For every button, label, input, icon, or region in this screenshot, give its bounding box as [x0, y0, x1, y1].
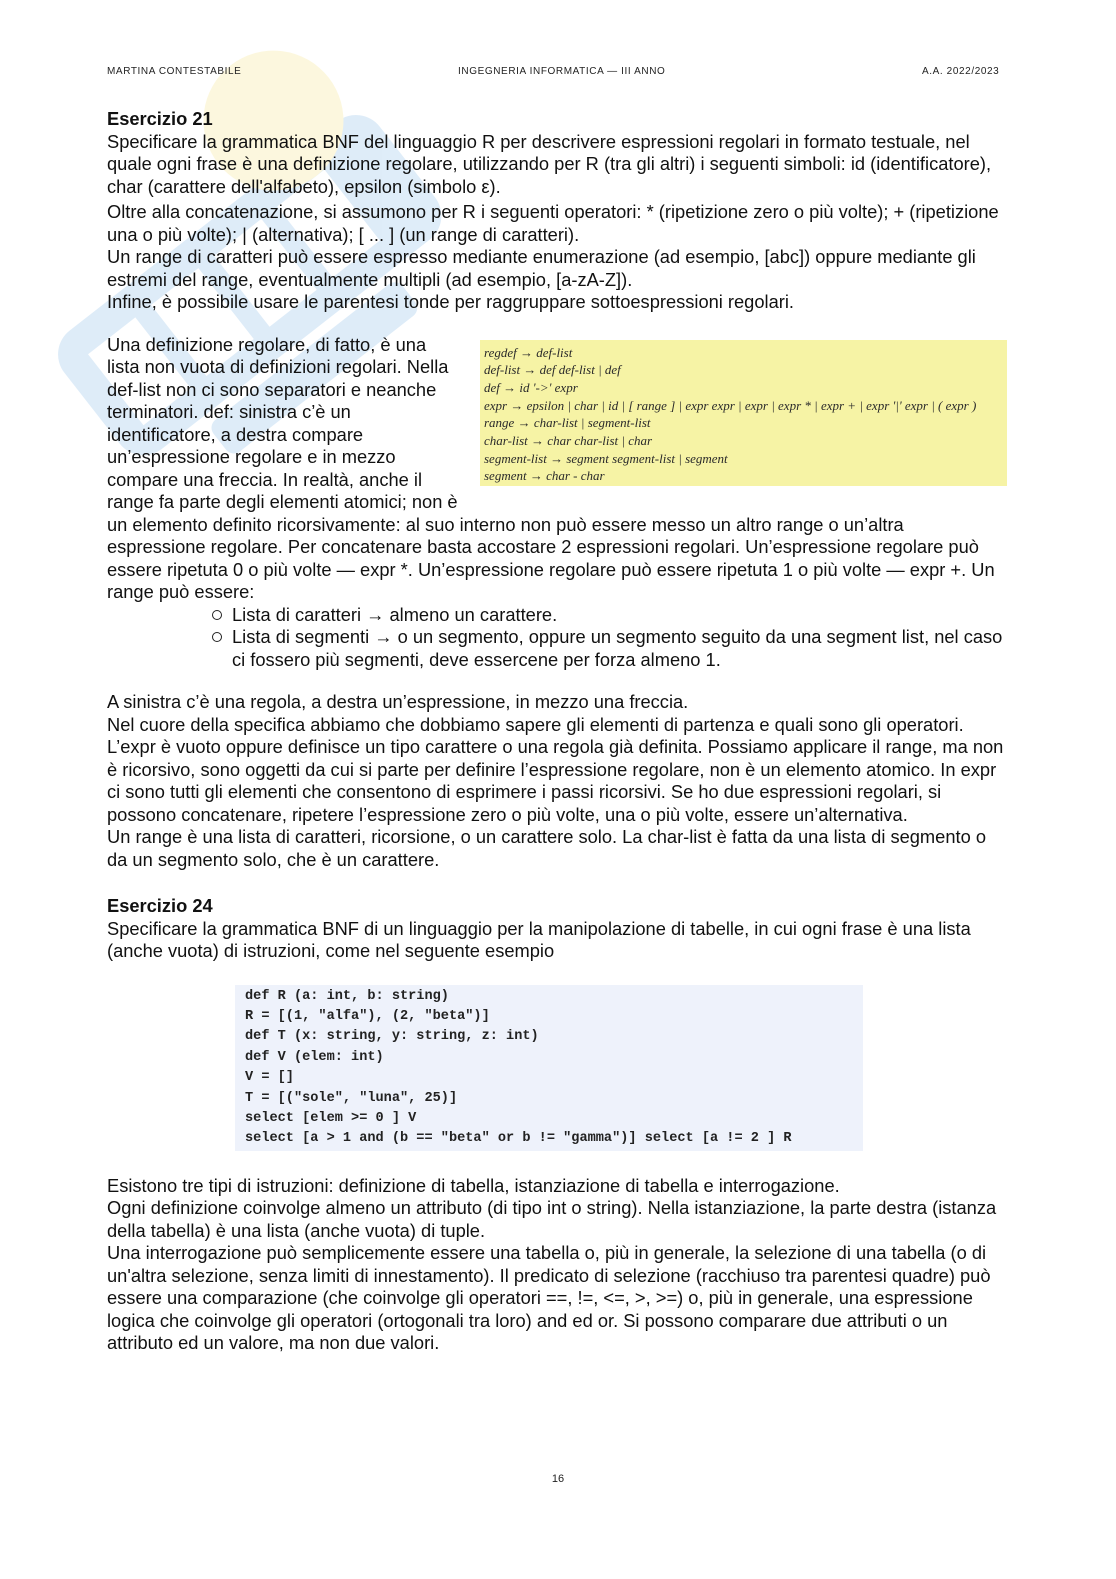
exercise-21-paragraph: Infine, è possibile usare le parentesi tonde per raggruppare sottoespressioni regolari. [107, 291, 794, 312]
grammar-rule: expr → epsilon | char | id | [ range ] | expr expr | expr | expr * | expr + | expr '|' expr | ( expr ) [484, 397, 977, 413]
page-number: 16 [551, 1473, 565, 1485]
grammar-rule: segment → char - char [484, 468, 605, 484]
exercise-24-paragraph: Ogni definizione coinvolge almeno un attributo (di tipo int o string). Nella istanziazione, la parte destra (istanza della tabella) è una lista (anche vuota) di tuple. [107, 1197, 997, 1241]
exercise-21-paragraph: Oltre alla concatenazione, si assumono per R i seguenti operatori: * (ripetizione zero o più volte); + (ripetizione una o più volte); | (alternativa); [ ... ] (un range di caratteri). [107, 201, 999, 245]
explanation-text: Una definizione regolare, di fatto, è una lista non vuota di definizioni regolari. Nella def-list non ci sono separatori e neanche terminatori. def: sinistra c’è un identificatore, a destra compare un’espressione regolare e in mezzo compare una freccia. In realtà, anche il range fa parte degli elementi atomici; non è un elemento definito ricorsivamente: al suo interno non può essere messo un altro range o un’altra espressione regolare. Per concatenare basta accostare 2 espressioni regolari. Un’espressione regolare può essere ripetuta 0 o più volte — expr *. Un’espressione regolare può essere ripetuta 1 o più volte — expr +. Un range può essere: [107, 333, 995, 602]
grammar-rule: def → id '->' expr [484, 379, 578, 395]
grammar-rule: char-list → char char-list | char [484, 433, 653, 449]
range-options-list [107, 604, 1007, 672]
grammar-rule: range → char-list | segment-list [484, 415, 651, 431]
list-item: Lista di segmenti → o un segmento, oppure un segmento seguito da una segment list, nel caso ci fossero più segmenti, deve essercene per forza almeno 1. [212, 626, 1007, 671]
header-year: A.A. 2022/2023 [922, 66, 1000, 77]
code-line: def R (a: int, b: string) [245, 988, 449, 1004]
exercise-24-paragraph: Specificare la grammatica BNF di un linguaggio per la manipolazione di tabelle, in cui ogni frase è una lista (anche vuota) di istruzioni, come nel seguente esempio [107, 917, 971, 961]
code-line: select [a > 1 and (b == "beta" or b != "gamma")] select [a != 2 ] R [245, 1131, 792, 1147]
code-line: V = [] [245, 1070, 294, 1086]
header-author: MARTINA CONTESTABILE [107, 66, 242, 77]
header-course: INGEGNERIA INFORMATICA — III ANNO [458, 66, 666, 77]
exercise-24-paragraph: Esistono tre tipi di istruzioni: definizione di tabella, istanziazione di tabella e interrogazione. [107, 1174, 840, 1196]
grammar-rule: regdef → def-list [484, 344, 573, 360]
page-content [107, 108, 1007, 1355]
grammar-rule: def-list → def def-list | def [484, 362, 621, 378]
exercise-21-title: Esercizio 21 [107, 108, 213, 129]
exercise-21-paragraph: Un range di caratteri può essere espresso mediante enumerazione (ad esempio, [abc]) oppure mediante gli estremi del range, eventualmente multipli (ad esempio, [a-zA-Z]). [107, 246, 976, 290]
list-item: Lista di caratteri → almeno un carattere. [212, 604, 1007, 627]
code-example [235, 985, 863, 1151]
grammar-rule: segment-list → segment segment-list | segment [484, 450, 728, 466]
code-line: def V (elem: int) [245, 1049, 384, 1065]
code-line: select [elem >= 0 ] V [245, 1110, 417, 1126]
exercise-21-paragraph: A sinistra c’è una regola, a destra un’espressione, in mezzo una freccia. [107, 691, 689, 712]
explanation-block [107, 334, 1007, 604]
exercise-24-paragraph: Una interrogazione può semplicemente essere una tabella o, più in generale, la selezione di una tabella (o di un'altra selezione, senza limiti di innestamento). Il predicato di selezione (racchiuso tra parentesi quadre) può essere una comparazione (che coinvolge gli operatori ==, !=, <=, >, >=) o, più in generale, una espressione logica che coinvolge gli operatori (ortogonali tra loro) and ed or. Si possono comparare due attributi o un attributo ed un valore, ma non due valori. [107, 1242, 991, 1353]
bnf-grammar-box [480, 340, 1007, 486]
exercise-24-title: Esercizio 24 [107, 895, 213, 916]
exercise-21-paragraph: Un range è una lista di caratteri, ricorsione, o un carattere solo. La char-list è fatta da una lista di segmento o da un segmento solo, che è un carattere. [107, 826, 986, 870]
code-line: R = [(1, "alfa"), (2, "beta")] [245, 1008, 490, 1024]
exercise-21-paragraph: Specificare la grammatica BNF del linguaggio R per descrivere espressioni regolari in formato testuale, nel quale ogni frase è una definizione regolare, utilizzando per R (tra gli altri) i seguenti simboli: id (identificatore), char (carattere dell'alfabeto), epsilon (simbolo ε). [107, 130, 992, 197]
code-line: def T (x: string, y: string, z: int) [245, 1029, 539, 1045]
exercise-21-paragraph: Nel cuore della specifica abbiamo che dobbiamo sapere gli elementi di partenza e quali sono gli operatori. L’expr è vuoto oppure definisce un tipo carattere o una regola già definita. Possiamo applicare il range, ma non è ricorsivo, sono oggetti da cui si parte per definire l’espressione regolare, non è un elemento atomico. In expr ci sono tutti gli elementi che consentono di esprimere i passi ricorsivi. Se ho due espressioni regolari, si possono concatenare, ripetere l’espressione zero o più volte, una o più volte, essere un’alternativa. [107, 713, 1004, 825]
code-line: T = [("sole", "luna", 25)] [245, 1090, 458, 1106]
